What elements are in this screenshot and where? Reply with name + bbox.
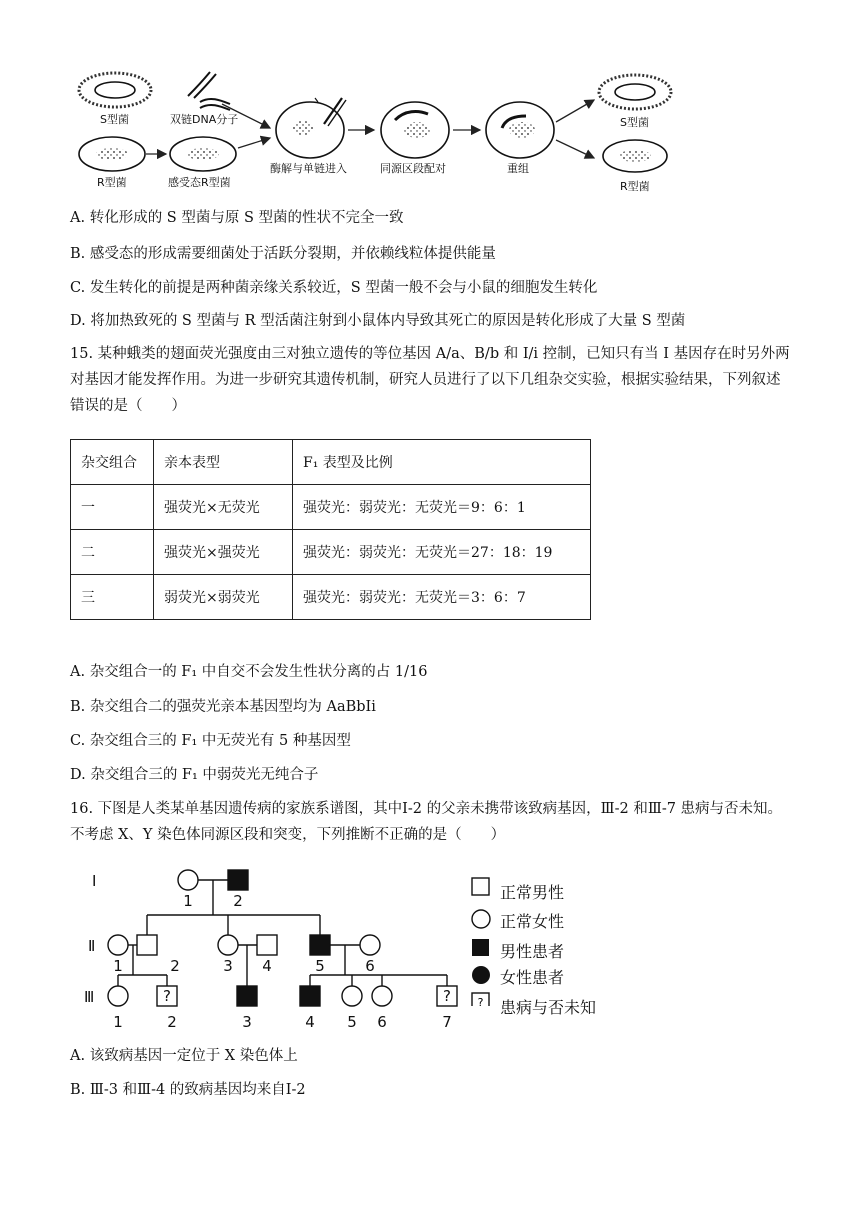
table-header-row <box>71 440 591 485</box>
dsdna-label: 双链DNA分子 <box>170 113 239 126</box>
legend-affected-female: 女性患者 <box>500 968 565 987</box>
legend-normal-female: 正常女性 <box>500 912 565 931</box>
r-bacteria-icon <box>79 137 145 171</box>
q15-option-a: A. 杂交组合一的 F₁ 中自交不会发生性状分离的占 1/16 <box>70 664 428 680</box>
gen-label-iii: Ⅲ <box>84 988 95 1006</box>
legend-normal-male: 正常男性 <box>500 883 565 902</box>
s-bacteria-icon <box>79 73 151 107</box>
q15-stem: 15. 某种蛾类的翅面荧光强度由三对独立遗传的等位基因 A/a、B/b 和 I/i 控制，已知只有当 I 基因存在时另外两对基因才能发挥作用。为进一步研究其遗传机制，研究人员进行了以下几组杂交实验，根据实验结果，下列叙述错误的是（ ） <box>70 346 790 414</box>
q14-option-b: B. 感受态的形成需要细菌处于活跃分裂期，并依赖线粒体提供能量 <box>70 246 496 262</box>
table-cell: 强荧光：弱荧光：无荧光＝3：6：7 <box>293 575 591 620</box>
r-bacteria-label: R型菌 <box>97 176 127 189</box>
transformation-diagram <box>70 66 690 196</box>
table-cell: 强荧光：弱荧光：无荧光＝9：6：1 <box>293 485 591 530</box>
normal-female-icon <box>472 910 490 928</box>
table-row <box>71 530 591 575</box>
q15-option-d: D. 杂交组合三的 F₁ 中弱荧光无纯合子 <box>70 767 319 783</box>
affected-female-icon <box>472 966 490 984</box>
legend-symbols <box>470 876 492 1006</box>
id-ii4: 4 <box>262 957 272 975</box>
r-output-label: R型菌 <box>620 180 650 193</box>
table-row <box>71 485 591 530</box>
table-cell: 强荧光×无荧光 <box>154 485 293 530</box>
gen-label-i: Ⅰ <box>92 872 97 890</box>
id-iii2: 2 <box>167 1013 177 1031</box>
s-output-label: S型菌 <box>620 116 649 129</box>
id-iii4: 4 <box>305 1013 315 1031</box>
svg-text:?: ? <box>477 996 484 1006</box>
table-cell: 二 <box>71 530 154 575</box>
recombination-icon <box>486 102 554 158</box>
table-cell: 三 <box>71 575 154 620</box>
enzyme-label: 酶解与单链进入 <box>270 162 347 175</box>
header-cell: 亲本表型 <box>154 440 293 485</box>
unknown-mark-iii2: ? <box>163 987 171 1005</box>
legend-unknown: 患病与否未知 <box>500 998 597 1017</box>
table-cell: 强荧光：弱荧光：无荧光＝27：18：19 <box>293 530 591 575</box>
q16-option-b: B. Ⅲ-3 和Ⅲ-4 的致病基因均来自Ⅰ-2 <box>70 1082 306 1098</box>
pairing-icon <box>381 102 449 158</box>
pairing-label: 同源区段配对 <box>380 162 446 175</box>
recombine-label: 重组 <box>507 162 529 175</box>
table-cell: 弱荧光×弱荧光 <box>154 575 293 620</box>
q15-option-b: B. 杂交组合二的强荧光亲本基因型均为 AaBbIi <box>70 699 376 715</box>
competent-r-label: 感受态R型菌 <box>168 176 231 189</box>
q14-option-c: C. 发生转化的前提是两种菌亲缘关系较近，S 型菌一般不会与小鼠的细胞发生转化 <box>70 280 598 296</box>
r-output-icon <box>603 140 667 172</box>
header-cell: F₁ 表型及比例 <box>293 440 591 485</box>
enzyme-entry-icon <box>276 98 346 158</box>
q16-option-a: A. 该致病基因一定位于 X 染色体上 <box>70 1048 298 1064</box>
table-row <box>71 575 591 620</box>
gen-label-ii: Ⅱ <box>88 937 96 955</box>
pedigree-chart <box>80 860 460 1040</box>
q14-option-a: A. 转化形成的 S 型菌与原 S 型菌的性状不完全一致 <box>70 210 404 226</box>
q15-option-c: C. 杂交组合三的 F₁ 中无荧光有 5 种基因型 <box>70 733 351 749</box>
id-ii1: 1 <box>113 957 123 975</box>
q16-stem: 16. 下图是人类某单基因遗传病的家族系谱图，其中Ⅰ-2 的父亲未携带该致病基因，Ⅲ-2 和Ⅲ-7 患病与否未知。不考虑 X、Y 染色体同源区段和突变，下列推断不正确的是（ ） <box>70 801 783 843</box>
id-iii7: 7 <box>442 1013 452 1031</box>
id-iii5: 5 <box>347 1013 357 1031</box>
table-cell: 一 <box>71 485 154 530</box>
id-iii3: 3 <box>242 1013 252 1031</box>
id-iii1: 1 <box>113 1013 123 1031</box>
id-ii2: 2 <box>170 957 180 975</box>
normal-male-icon <box>472 878 489 895</box>
q14-option-d: D. 将加热致死的 S 型菌与 R 型活菌注射到小鼠体内导致其死亡的原因是转化形成了大量 S 型菌 <box>70 313 686 329</box>
s-output-icon <box>599 75 671 109</box>
id-i1: 1 <box>183 892 193 910</box>
unknown-mark-iii7: ? <box>443 987 451 1005</box>
id-iii6: 6 <box>377 1013 387 1031</box>
id-ii3: 3 <box>223 957 233 975</box>
id-ii5: 5 <box>315 957 325 975</box>
table-cell: 强荧光×强荧光 <box>154 530 293 575</box>
competent-r-icon <box>170 137 236 171</box>
affected-male-icon <box>472 939 489 956</box>
id-ii6: 6 <box>365 957 375 975</box>
legend-affected-male: 男性患者 <box>500 942 565 961</box>
id-i2: 2 <box>233 892 243 910</box>
header-cell: 杂交组合 <box>71 440 154 485</box>
cross-table <box>70 439 591 620</box>
s-bacteria-label: S型菌 <box>100 113 129 126</box>
